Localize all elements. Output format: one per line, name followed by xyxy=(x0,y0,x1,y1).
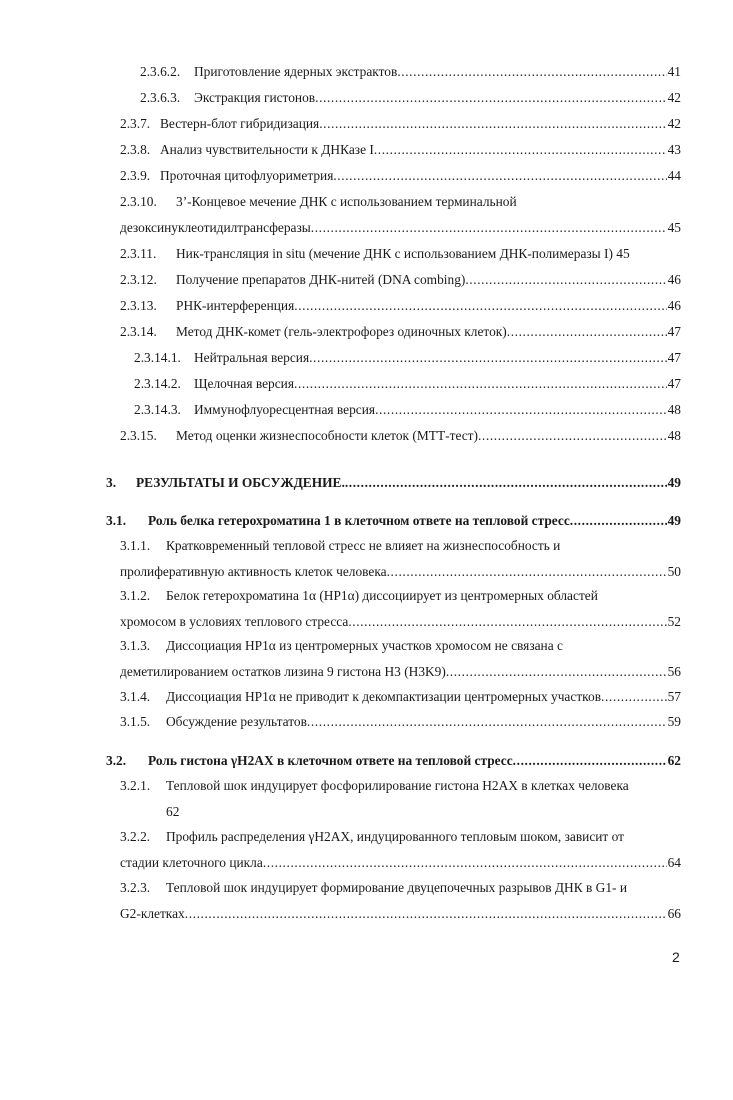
toc-entry[interactable] xyxy=(120,537,681,554)
toc-entry-page: 59 xyxy=(667,714,681,729)
toc-entry-title: Обсуждение результатов xyxy=(166,714,307,729)
toc-entry-page: 46 xyxy=(667,298,681,313)
toc-leader-dots xyxy=(478,427,667,444)
toc-entry-number: 3.1.1. xyxy=(120,538,151,553)
toc-entry-continuation[interactable] xyxy=(120,613,681,630)
toc-entry-title-cont: пролиферативную активность клеток человека xyxy=(120,564,387,579)
toc-entry[interactable] xyxy=(120,637,681,654)
toc-entry[interactable] xyxy=(120,323,681,340)
toc-leader-dots xyxy=(348,613,666,630)
toc-entry-title: Иммунофлуоресцентная версия xyxy=(194,402,376,417)
toc-leader-dots xyxy=(294,375,667,392)
toc-entry-title: Белок гетерохроматина 1α (HP1α) диссоциирует из центромерных областей xyxy=(166,588,598,603)
toc-entry-number: 2.3.15. xyxy=(120,428,157,443)
toc-entry-title: Экстракция гистонов xyxy=(194,90,316,105)
toc-entry-title-cont: хромосом в условиях теплового стресса xyxy=(120,614,349,629)
toc-entry-page: 42 xyxy=(667,116,681,131)
toc-entry[interactable] xyxy=(120,777,681,794)
toc-entry-page: 48 xyxy=(667,428,681,443)
toc-entry[interactable] xyxy=(120,688,681,705)
toc-entry[interactable] xyxy=(120,427,681,444)
toc-entry-continuation[interactable] xyxy=(120,905,681,922)
toc-leader-dots xyxy=(345,474,667,491)
toc-entry-page: 41 xyxy=(667,64,681,79)
toc-entry-page: 57 xyxy=(667,689,681,704)
toc-entry-number: 3.2.3. xyxy=(120,880,151,895)
toc-entry-number: 2.3.10. xyxy=(120,194,157,209)
toc-leader-dots xyxy=(185,905,667,922)
toc-entry-page: 49 xyxy=(667,513,681,528)
toc-entry[interactable] xyxy=(120,167,681,184)
toc-entry-number: 3.1.4. xyxy=(120,689,151,704)
toc-entry[interactable] xyxy=(120,587,681,604)
toc-leader-dots xyxy=(465,271,666,288)
toc-entry-title: 3’-Концевое мечение ДНК с использованием терминальной xyxy=(176,194,517,209)
toc-leader-dots xyxy=(309,349,667,366)
toc-leader-dots xyxy=(374,141,667,158)
toc-leader-dots xyxy=(507,323,667,340)
toc-entry-page: 42 xyxy=(667,90,681,105)
toc-leader-dots xyxy=(263,854,667,871)
toc-leader-dots xyxy=(294,297,666,314)
toc-entry-number: 3.2. xyxy=(106,753,127,768)
toc-entry-number: 2.3.14.3. xyxy=(134,402,181,417)
toc-leader-dots xyxy=(601,688,667,705)
toc-entry-number: 2.3.14. xyxy=(120,324,157,339)
toc-leader-dots xyxy=(397,63,666,80)
toc-entry[interactable] xyxy=(120,141,681,158)
toc-entry[interactable] xyxy=(120,115,681,132)
toc-entry-page: 45 xyxy=(667,220,681,235)
toc-entry-title: Нейтральная версия xyxy=(194,350,310,365)
toc-entry-number: 2.3.14.2. xyxy=(134,376,181,391)
toc-entry-page: 47 xyxy=(667,350,681,365)
toc-entry-title-cont: деметилированием остатков лизина 9 гистона H3 (H3K9) xyxy=(120,664,446,679)
toc-entry-title: Роль гистона γH2AX в клеточном ответе на тепловой стресс xyxy=(148,753,513,768)
toc-entry-title: Диссоциация HP1α не приводит к декомпактизации центромерных участков xyxy=(166,689,602,704)
page-number: 2 xyxy=(672,949,680,965)
toc-leader-dots xyxy=(307,713,667,730)
toc-entry-number: 3.1.3. xyxy=(120,638,151,653)
toc-entry-number: 2.3.7. xyxy=(120,116,151,131)
toc-entry-number: 2.3.11. xyxy=(120,246,157,261)
toc-entry[interactable] xyxy=(120,245,681,262)
toc-entry-title: Роль белка гетерохроматина 1 в клеточном ответе на тепловой стресс xyxy=(148,513,570,528)
toc-section-entry[interactable] xyxy=(106,752,681,769)
toc-entry-title: Диссоциация HP1α из центромерных участков хромосом не связана с xyxy=(166,638,563,653)
toc-entry-page: 64 xyxy=(667,855,681,870)
toc-entry-title: Метод ДНК-комет (гель-электрофорез одиночных клеток) xyxy=(176,324,507,339)
toc-entry-title: РНК-интерференция xyxy=(176,298,295,313)
toc-entry-number: 2.3.6.3. xyxy=(140,90,181,105)
toc-entry-page: 50 xyxy=(667,564,681,579)
toc-leader-dots xyxy=(319,115,666,132)
toc-entry-number: 2.3.12. xyxy=(120,272,157,287)
toc-entry-number: 3. xyxy=(106,475,117,490)
toc-entry-page: 46 xyxy=(667,272,681,287)
toc-entry-title: Метод оценки жизнеспособности клеток (МТТ-тест) xyxy=(176,428,478,443)
toc-entry-page: 43 xyxy=(667,142,681,157)
toc-entry[interactable] xyxy=(140,89,681,106)
toc-entry-number: 2.3.8. xyxy=(120,142,151,157)
toc-entry-continuation[interactable] xyxy=(120,563,681,580)
toc-entry-page: 66 xyxy=(667,906,681,921)
toc-leader-dots xyxy=(513,752,667,769)
toc-entry-page: 52 xyxy=(667,614,681,629)
toc-entry-number: 3.1.2. xyxy=(120,588,151,603)
toc-entry-title: РЕЗУЛЬТАТЫ И ОБСУЖДЕНИЕ. xyxy=(136,475,345,490)
toc-entry-page: 44 xyxy=(667,168,681,183)
toc-leader-dots xyxy=(570,512,667,529)
toc-entry-number: 2.3.9. xyxy=(120,168,151,183)
toc-entry[interactable] xyxy=(140,63,681,80)
toc-entry-page: 49 xyxy=(667,475,681,490)
toc-leader-dots xyxy=(315,89,666,106)
toc-entry-page: 62 xyxy=(667,753,681,768)
toc-entry-title-cont: стадии клеточного цикла xyxy=(120,855,263,870)
toc-entry-title: Ник-трансляция in situ (мечение ДНК с использованием ДНК-полимеразы I) 45 xyxy=(176,246,630,261)
toc-entry-page: 47 xyxy=(667,324,681,339)
toc-entry-title: Тепловой шок индуцирует формирование двуцепочечных разрывов ДНК в G1- и xyxy=(166,880,628,895)
toc-entry[interactable] xyxy=(120,193,681,210)
toc-entry-title: Профиль распределения γH2AX, индуцированного тепловым шоком, зависит от xyxy=(166,829,624,844)
toc-leader-dots xyxy=(311,219,667,236)
toc-entry[interactable] xyxy=(134,401,681,418)
toc-entry-page: 48 xyxy=(667,402,681,417)
toc-entry-number: 2.3.6.2. xyxy=(140,64,181,79)
toc-entry[interactable] xyxy=(120,713,681,730)
toc-entry-number: 3.2.1. xyxy=(120,778,151,793)
toc-entry-title: Анализ чувствительности к ДНКазе I xyxy=(160,142,374,157)
toc-entry[interactable] xyxy=(134,375,681,392)
toc-entry[interactable] xyxy=(134,349,681,366)
toc-entry-title: Тепловой шок индуцирует фосфорилирование гистона H2AX в клетках человека xyxy=(166,778,629,793)
toc-entry-title-cont: G2-клетках xyxy=(120,906,185,921)
toc-entry-title: Кратковременный тепловой стресс не влияет на жизнеспособность и xyxy=(166,538,561,553)
toc-entry-page-wrapped: 62 xyxy=(166,804,180,819)
toc-leader-dots xyxy=(333,167,666,184)
toc-entry-number: 3.1.5. xyxy=(120,714,151,729)
toc-entry[interactable] xyxy=(120,297,681,314)
toc-leader-dots xyxy=(446,663,667,680)
toc-section-entry[interactable] xyxy=(106,512,681,529)
toc-entry-page: 56 xyxy=(667,664,681,679)
toc-entry-page: 47 xyxy=(667,376,681,391)
toc-entry-continuation[interactable] xyxy=(120,219,681,236)
toc-entry-title: Щелочная версия xyxy=(194,376,294,391)
toc-entry-title: Вестерн-блот гибридизация xyxy=(160,116,320,131)
toc-leader-dots xyxy=(375,401,667,418)
toc-entry[interactable] xyxy=(120,271,681,288)
toc-entry-number: 3.2.2. xyxy=(120,829,151,844)
toc-entry-title: Проточная цитофлуориметрия xyxy=(160,168,334,183)
toc-entry-number: 2.3.14.1. xyxy=(134,350,181,365)
toc-entry[interactable] xyxy=(120,828,681,845)
toc-entry-title: Получение препаратов ДНК-нитей (DNA combing) xyxy=(176,272,466,287)
toc-leader-dots xyxy=(387,563,667,580)
toc-entry-continuation[interactable] xyxy=(120,663,681,680)
toc-entry-number: 3.1. xyxy=(106,513,127,528)
toc-entry-continuation[interactable] xyxy=(120,854,681,871)
toc-entry-number: 2.3.13. xyxy=(120,298,157,313)
toc-chapter-entry[interactable] xyxy=(106,474,681,491)
toc-entry-title-cont: дезоксинуклеотидилтрансферазы xyxy=(120,220,311,235)
toc-entry[interactable] xyxy=(120,879,681,896)
toc-entry-title: Приготовление ядерных экстрактов xyxy=(194,64,398,79)
